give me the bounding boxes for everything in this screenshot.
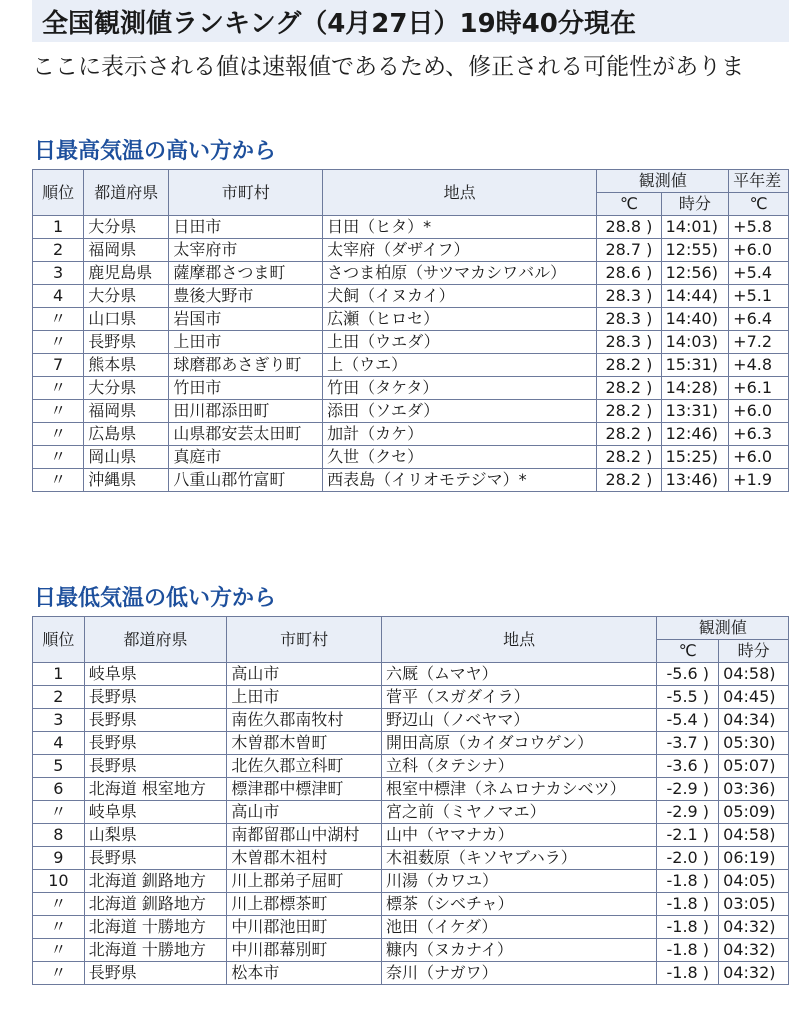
header-time: 時分 — [661, 193, 729, 216]
temperature-cell: -1.8 ) — [657, 916, 719, 939]
temperature-cell: -1.8 ) — [657, 870, 719, 893]
station-cell: 竹田（タケタ） — [323, 377, 597, 400]
low-temp-section-title: 日最低気温の低い方から — [34, 586, 277, 611]
time-cell: 14:03) — [661, 331, 729, 354]
temperature-cell: 28.2 ) — [597, 446, 661, 469]
rank-cell: 7 — [33, 354, 84, 377]
station-cell: 木祖薮原（キソヤブハラ） — [381, 847, 656, 870]
temperature-cell: -2.1 ) — [657, 824, 719, 847]
station-cell: 野辺山（ノベヤマ） — [381, 709, 656, 732]
temperature-cell: 28.3 ) — [597, 331, 661, 354]
city-cell: 標津郡中標津町 — [227, 778, 382, 801]
temperature-cell: -1.8 ) — [657, 962, 719, 985]
rank-cell: 〃 — [33, 916, 85, 939]
table-row[interactable] — [33, 916, 789, 939]
normal-diff-cell: +6.0 — [729, 446, 789, 469]
prefecture-cell: 大分県 — [84, 377, 169, 400]
city-cell: 日田市 — [169, 216, 323, 239]
normal-diff-cell: +5.1 — [729, 285, 789, 308]
normal-diff-cell: +5.4 — [729, 262, 789, 285]
low-temp-table-container[interactable] — [32, 616, 789, 1022]
station-cell: 池田（イケダ） — [381, 916, 656, 939]
time-cell: 06:19) — [719, 847, 789, 870]
station-cell: 根室中標津（ネムロナカシベツ） — [381, 778, 656, 801]
temperature-cell: -5.6 ) — [657, 663, 719, 686]
table-row[interactable] — [33, 824, 789, 847]
temperature-cell: -2.0 ) — [657, 847, 719, 870]
station-cell: 六厩（ムマヤ） — [381, 663, 656, 686]
city-cell: 川上郡標茶町 — [227, 893, 382, 916]
city-cell: 上田市 — [227, 686, 382, 709]
header-observed[interactable]: 観測値 — [597, 170, 729, 193]
rank-cell: 5 — [33, 755, 85, 778]
time-cell: 04:34) — [719, 709, 789, 732]
temperature-cell: 28.2 ) — [597, 377, 661, 400]
time-cell: 13:46) — [661, 469, 729, 492]
station-cell: 開田高原（カイダコウゲン） — [381, 732, 656, 755]
prefecture-cell: 北海道 十勝地方 — [84, 939, 227, 962]
prefecture-cell: 広島県 — [84, 423, 169, 446]
normal-diff-cell: +4.8 — [729, 354, 789, 377]
rank-cell: 〃 — [33, 469, 84, 492]
table-row[interactable] — [33, 469, 789, 492]
prefecture-cell: 北海道 釧路地方 — [84, 870, 227, 893]
header-observed[interactable]: 観測値 — [657, 617, 789, 640]
prefecture-cell: 岐阜県 — [84, 801, 227, 824]
prefecture-cell: 北海道 根室地方 — [84, 778, 227, 801]
rank-cell: 3 — [33, 262, 84, 285]
prefecture-cell: 山梨県 — [84, 824, 227, 847]
rank-cell: 10 — [33, 870, 85, 893]
normal-diff-cell: +6.1 — [729, 377, 789, 400]
table-row[interactable] — [33, 446, 789, 469]
temperature-cell: 28.7 ) — [597, 239, 661, 262]
city-cell: 球磨郡あさぎり町 — [169, 354, 323, 377]
table-row[interactable] — [33, 709, 789, 732]
station-cell: 上（ウエ） — [323, 354, 597, 377]
temperature-cell: 28.2 ) — [597, 400, 661, 423]
time-cell: 05:07) — [719, 755, 789, 778]
high-temp-section-title: 日最高気温の高い方から — [34, 139, 277, 164]
prefecture-cell: 鹿児島県 — [84, 262, 169, 285]
table-row[interactable] — [33, 755, 789, 778]
prefecture-cell: 福岡県 — [84, 400, 169, 423]
table-row[interactable] — [33, 262, 789, 285]
page-title: 全国観測値ランキング（4月27日）19時40分現在 — [42, 9, 636, 39]
temperature-cell: -3.7 ) — [657, 732, 719, 755]
station-cell: 太宰府（ダザイフ） — [323, 239, 597, 262]
table-row[interactable] — [33, 962, 789, 985]
table-row[interactable] — [33, 870, 789, 893]
city-cell: 八重山郡竹富町 — [169, 469, 323, 492]
city-cell: 中川郡池田町 — [227, 916, 382, 939]
time-cell: 14:28) — [661, 377, 729, 400]
time-cell: 04:32) — [719, 962, 789, 985]
rank-cell: 6 — [33, 778, 85, 801]
city-cell: 真庭市 — [169, 446, 323, 469]
table-row[interactable] — [33, 377, 789, 400]
rank-cell: 2 — [33, 686, 85, 709]
temperature-cell: -3.6 ) — [657, 755, 719, 778]
normal-diff-cell: +6.0 — [729, 239, 789, 262]
table-row[interactable] — [33, 285, 789, 308]
prefecture-cell: 長野県 — [84, 847, 227, 870]
table-row[interactable] — [33, 423, 789, 446]
time-cell: 04:58) — [719, 824, 789, 847]
time-cell: 05:09) — [719, 801, 789, 824]
normal-diff-cell: +6.3 — [729, 423, 789, 446]
city-cell: 高山市 — [227, 801, 382, 824]
high-temp-table-container[interactable] — [32, 169, 789, 525]
station-cell: 加計（カケ） — [323, 423, 597, 446]
temperature-cell: 28.6 ) — [597, 262, 661, 285]
rank-cell: 8 — [33, 824, 85, 847]
temperature-cell: 28.2 ) — [597, 354, 661, 377]
temperature-cell: 28.3 ) — [597, 308, 661, 331]
station-cell: 犬飼（イヌカイ） — [323, 285, 597, 308]
table-row[interactable] — [33, 939, 789, 962]
station-cell: 菅平（スガダイラ） — [381, 686, 656, 709]
prefecture-cell: 長野県 — [84, 709, 227, 732]
header-time: 時分 — [719, 640, 789, 663]
table-row[interactable] — [33, 308, 789, 331]
time-cell: 14:40) — [661, 308, 729, 331]
prefecture-cell: 長野県 — [84, 755, 227, 778]
station-cell: 奈川（ナガワ） — [381, 962, 656, 985]
station-cell: さつま柏原（サツマカシワバル） — [323, 262, 597, 285]
city-cell: 太宰府市 — [169, 239, 323, 262]
time-cell: 14:01) — [661, 216, 729, 239]
rank-cell: 〃 — [33, 308, 84, 331]
time-cell: 12:55) — [661, 239, 729, 262]
table-row[interactable] — [33, 354, 789, 377]
table-row[interactable] — [33, 400, 789, 423]
rank-cell: 4 — [33, 732, 85, 755]
table-row[interactable] — [33, 663, 789, 686]
temperature-cell: -5.4 ) — [657, 709, 719, 732]
disclaimer-text: ここに表示される値は速報値であるため、修正される可能性がありま — [32, 54, 745, 80]
rank-cell: 〃 — [33, 939, 85, 962]
station-cell: 日田（ヒタ）* — [323, 216, 597, 239]
temperature-cell: 28.2 ) — [597, 469, 661, 492]
normal-diff-cell: +5.8 — [729, 216, 789, 239]
header-rank[interactable]: 順位 — [33, 170, 84, 216]
table-row[interactable] — [33, 216, 789, 239]
time-cell: 13:31) — [661, 400, 729, 423]
temperature-cell: -1.8 ) — [657, 893, 719, 916]
prefecture-cell: 北海道 釧路地方 — [84, 893, 227, 916]
rank-cell: 〃 — [33, 893, 85, 916]
city-cell: 木曽郡木曽町 — [227, 732, 382, 755]
time-cell: 03:05) — [719, 893, 789, 916]
city-cell: 松本市 — [227, 962, 382, 985]
rank-cell: 1 — [33, 663, 85, 686]
header-city[interactable]: 市町村 — [227, 617, 382, 663]
city-cell: 竹田市 — [169, 377, 323, 400]
header-city[interactable]: 市町村 — [169, 170, 323, 216]
normal-diff-cell: +1.9 — [729, 469, 789, 492]
table-row[interactable] — [33, 778, 789, 801]
temperature-cell: -5.5 ) — [657, 686, 719, 709]
city-cell: 南佐久郡南牧村 — [227, 709, 382, 732]
table-row[interactable] — [33, 732, 789, 755]
time-cell: 14:44) — [661, 285, 729, 308]
rank-cell: 〃 — [33, 446, 84, 469]
header-station[interactable]: 地点 — [323, 170, 597, 216]
table-row[interactable] — [33, 847, 789, 870]
table-row[interactable] — [33, 686, 789, 709]
prefecture-cell: 大分県 — [84, 285, 169, 308]
header-normal-diff[interactable]: 平年差 — [729, 170, 789, 193]
city-cell: 山県郡安芸太田町 — [169, 423, 323, 446]
station-cell: 広瀬（ヒロセ） — [323, 308, 597, 331]
prefecture-cell: 長野県 — [84, 686, 227, 709]
table-row[interactable] — [33, 331, 789, 354]
rank-cell: 〃 — [33, 423, 84, 446]
rank-cell: 〃 — [33, 400, 84, 423]
station-cell: 立科（タテシナ） — [381, 755, 656, 778]
time-cell: 05:30) — [719, 732, 789, 755]
table-row[interactable] — [33, 801, 789, 824]
rank-cell: 1 — [33, 216, 84, 239]
prefecture-cell: 岡山県 — [84, 446, 169, 469]
time-cell: 15:31) — [661, 354, 729, 377]
city-cell: 高山市 — [227, 663, 382, 686]
prefecture-cell: 沖縄県 — [84, 469, 169, 492]
normal-diff-cell: +6.4 — [729, 308, 789, 331]
temperature-cell: -1.8 ) — [657, 939, 719, 962]
station-cell: 添田（ソエダ） — [323, 400, 597, 423]
city-cell: 田川郡添田町 — [169, 400, 323, 423]
station-cell: 上田（ウエダ） — [323, 331, 597, 354]
rank-cell: 〃 — [33, 331, 84, 354]
station-cell: 宮之前（ミヤノマエ） — [381, 801, 656, 824]
prefecture-cell: 福岡県 — [84, 239, 169, 262]
city-cell: 川上郡弟子屈町 — [227, 870, 382, 893]
rank-cell: 〃 — [33, 377, 84, 400]
normal-diff-cell: +6.0 — [729, 400, 789, 423]
station-cell: 川湯（カワユ） — [381, 870, 656, 893]
high-temp-table — [32, 169, 789, 492]
prefecture-cell: 長野県 — [84, 962, 227, 985]
time-cell: 04:58) — [719, 663, 789, 686]
city-cell: 南都留郡山中湖村 — [227, 824, 382, 847]
city-cell: 木曽郡木祖村 — [227, 847, 382, 870]
time-cell: 04:45) — [719, 686, 789, 709]
low-temp-table — [32, 616, 789, 985]
table-row[interactable] — [33, 239, 789, 262]
prefecture-cell: 熊本県 — [84, 354, 169, 377]
temperature-cell: -2.9 ) — [657, 778, 719, 801]
header-rank[interactable]: 順位 — [33, 617, 85, 663]
time-cell: 15:25) — [661, 446, 729, 469]
header-normal-unit: ℃ — [729, 193, 789, 216]
prefecture-cell: 長野県 — [84, 732, 227, 755]
rank-cell: 〃 — [33, 962, 85, 985]
time-cell: 03:36) — [719, 778, 789, 801]
time-cell: 04:32) — [719, 916, 789, 939]
prefecture-cell: 北海道 十勝地方 — [84, 916, 227, 939]
rank-cell: 〃 — [33, 801, 85, 824]
time-cell: 04:05) — [719, 870, 789, 893]
city-cell: 薩摩郡さつま町 — [169, 262, 323, 285]
station-cell: 糠内（ヌカナイ） — [381, 939, 656, 962]
temperature-cell: -2.9 ) — [657, 801, 719, 824]
city-cell: 豊後大野市 — [169, 285, 323, 308]
station-cell: 西表島（イリオモテジマ）* — [323, 469, 597, 492]
normal-diff-cell: +7.2 — [729, 331, 789, 354]
prefecture-cell: 岐阜県 — [84, 663, 227, 686]
prefecture-cell: 大分県 — [84, 216, 169, 239]
city-cell: 北佐久郡立科町 — [227, 755, 382, 778]
header-unit-celsius: ℃ — [657, 640, 719, 663]
rank-cell: 4 — [33, 285, 84, 308]
header-prefecture[interactable]: 都道府県 — [84, 617, 227, 663]
city-cell: 中川郡幕別町 — [227, 939, 382, 962]
rank-cell: 3 — [33, 709, 85, 732]
header-prefecture[interactable]: 都道府県 — [84, 170, 169, 216]
prefecture-cell: 長野県 — [84, 331, 169, 354]
rank-cell: 2 — [33, 239, 84, 262]
table-row[interactable] — [33, 893, 789, 916]
temperature-cell: 28.3 ) — [597, 285, 661, 308]
header-unit-celsius: ℃ — [597, 193, 661, 216]
temperature-cell: 28.8 ) — [597, 216, 661, 239]
station-cell: 山中（ヤマナカ） — [381, 824, 656, 847]
city-cell: 岩国市 — [169, 308, 323, 331]
temperature-cell: 28.2 ) — [597, 423, 661, 446]
station-cell: 久世（クセ） — [323, 446, 597, 469]
station-cell: 標茶（シベチャ） — [381, 893, 656, 916]
time-cell: 12:46) — [661, 423, 729, 446]
city-cell: 上田市 — [169, 331, 323, 354]
header-station[interactable]: 地点 — [381, 617, 656, 663]
rank-cell: 9 — [33, 847, 85, 870]
time-cell: 12:56) — [661, 262, 729, 285]
time-cell: 04:32) — [719, 939, 789, 962]
prefecture-cell: 山口県 — [84, 308, 169, 331]
